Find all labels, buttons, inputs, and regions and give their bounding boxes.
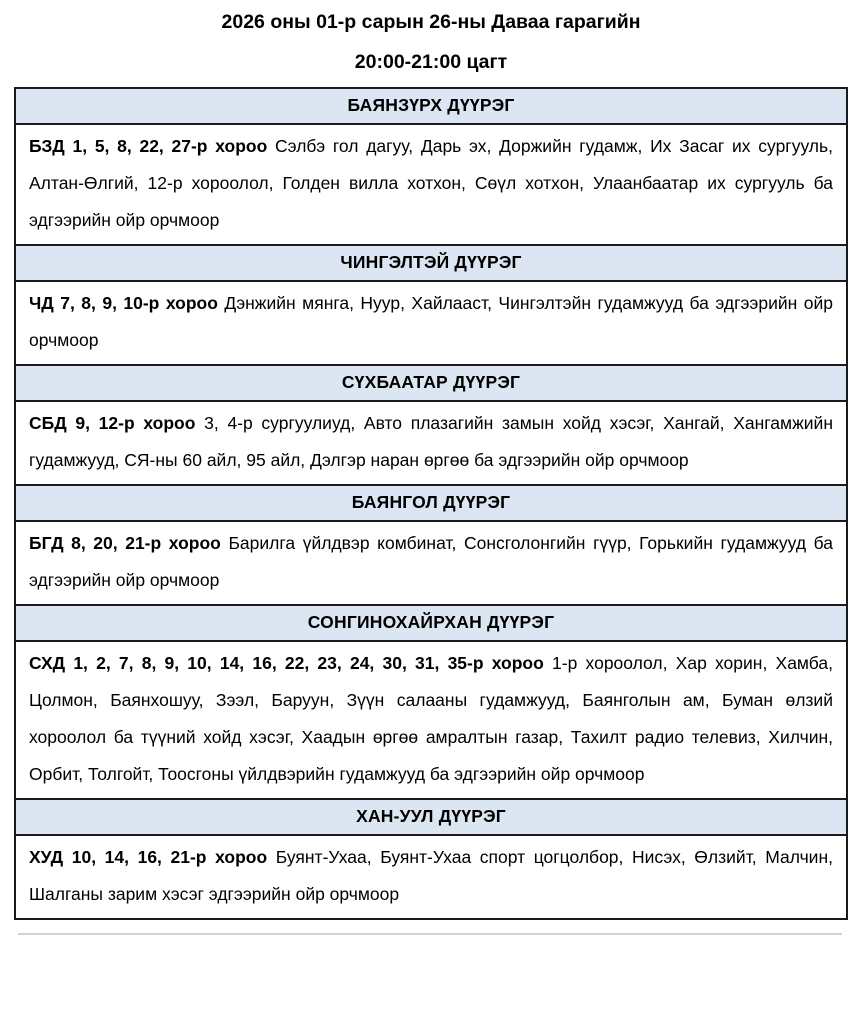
area-details: 1-р хороолол, Хар хорин, Хамба, Цолмон, Баянхошуу, Зээл, Баруун, Зүүн салааны гудамжууд, Баянголын ам, Буман өлзий хороолол ба түүний хойд хэсэг, Хаадын өргөө амралтын газар, Тахилт радио телевиз, Хилчин, Орбит, Толгойт, Тоосгоны үйлдвэрийн гудамжууд ба эдгээрийн ойр орчмоор — [29, 653, 833, 784]
khoroo-list: ХУД 10, 14, 16, 21-р хороо — [29, 847, 268, 867]
khoroo-list: СБД 9, 12-р хороо — [29, 413, 196, 433]
area-details: Дэнжийн мянга, Нуур, Хайлааст, Чингэлтэйн гудамжууд ба эдгээрийн ойр орчмоор — [29, 293, 833, 350]
area-details: 3, 4-р сургуулиуд, Авто плазагийн замын хойд хэсэг, Хангай, Хангамжийн гудамжууд, СЯ-ны 60 айл, 95 айл, Дэлгэр наран өргөө ба эдгээрийн ойр орчмоор — [29, 413, 833, 470]
district-header-bayanzurkh: БАЯНЗҮРХ ДҮҮРЭГ — [16, 89, 846, 125]
khoroo-list: БГД 8, 20, 21-р хороо — [29, 533, 221, 553]
district-header-chingeltei: ЧИНГЭЛТЭЙ ДҮҮРЭГ — [16, 246, 846, 282]
district-areas-bayanzurkh — [16, 125, 846, 246]
schedule-date: 2026 оны 01-р сарын 26-ны Даваа гарагийн — [221, 11, 641, 33]
khoroo-list: БЗД 1, 5, 8, 22, 27-р хороо — [29, 136, 268, 156]
district-header-sukhbaatar: СҮХБААТАР ДҮҮРЭГ — [16, 366, 846, 402]
page-title — [0, 0, 862, 74]
khoroo-list: ЧД 7, 8, 9, 10-р хороо — [29, 293, 218, 313]
district-areas-sukhbaatar — [16, 402, 846, 486]
district-header-songinokhairkhan: СОНГИНОХАЙРХАН ДҮҮРЭГ — [16, 606, 846, 642]
khoroo-list: СХД 1, 2, 7, 8, 9, 10, 14, 16, 22, 23, 24, 30, 31, 35-р хороо — [29, 653, 544, 673]
district-areas-songinokhairkhan — [16, 642, 846, 800]
area-details: Сэлбэ гол дагуу, Дарь эх, Доржийн гудамж, Их Засаг их сургууль, Алтан-Өлгий, 12-р хороолол, Голден вилла хотхон, Сөүл хотхон, Улаанбаатар их сургууль ба эдгээрийн ойр орчмоор — [29, 136, 833, 230]
area-details: Барилга үйлдвэр комбинат, Сонсголонгийн гүүр, Горькийн гудамжууд ба эдгээрийн ойр орчмоор — [29, 533, 833, 590]
schedule-time: 20:00-21:00 цагт — [354, 51, 508, 73]
district-areas-khan-uul — [16, 836, 846, 918]
district-areas-chingeltei — [16, 282, 846, 366]
district-header-khan-uul: ХАН-УУЛ ДҮҮРЭГ — [16, 800, 846, 836]
district-areas-bayangol — [16, 522, 846, 606]
district-outage-table — [14, 87, 848, 920]
area-details: Буянт-Ухаа, Буянт-Ухаа спорт цогцолбор, Нисэх, Өлзийт, Малчин, Шалганы зарим хэсэг эдгээрийн ойр орчмоор — [29, 847, 833, 904]
next-row-cutoff-line — [18, 933, 842, 935]
district-header-bayangol: БАЯНГОЛ ДҮҮРЭГ — [16, 486, 846, 522]
